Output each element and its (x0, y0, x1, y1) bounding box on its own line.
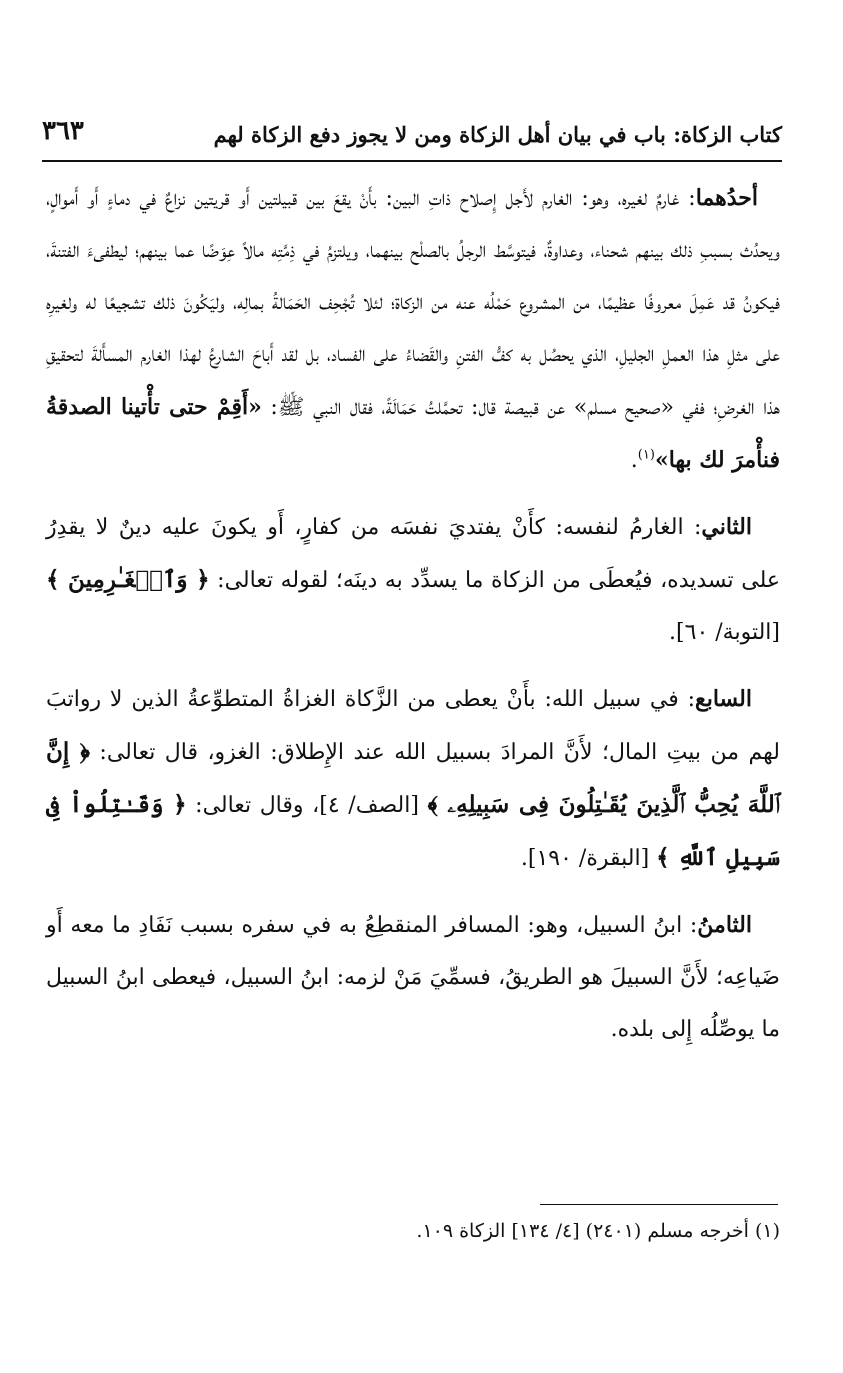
main-text (46, 172, 780, 1070)
hadith-quote: «أَقِمْ حتى تأْتينا الصدقةُ فنأْمرَ لك بها» (46, 394, 780, 473)
paragraph-seventh-category (46, 673, 780, 885)
verse-citation-second: [البقرة/ ١٩٠]. (520, 846, 657, 871)
paragraph-second-debtor (46, 501, 780, 659)
paragraph-tail: . (630, 448, 638, 473)
paragraph-lead: الثاني (701, 514, 752, 540)
paragraph-lead: أحدُهما (695, 185, 758, 211)
quran-verse: ﴿ إِنَّ ٱللَّهَ يُحِبُّ ٱلَّذِينَ يُقَـٰتِلُونَ فِى سَبِيلِهِۦ ﴾ (46, 738, 780, 818)
paragraph-text: : الغارمُ لنفسه: كأَنْ يفتديَ نفسَه من كفارٍ، أَو يكونَ عليه دينٌ لا يقدِرُ على تسديده، فيُعطَى من الزكاة ما يسدِّد به دينَه؛ لقوله تعالى: (46, 515, 780, 593)
paragraph-lead: الثامنُ (697, 912, 752, 938)
quran-verse-second: ﴿ وَقَـٰتِلُواْ فِى سَبِيلِ ٱللَّهِ ﴾ (46, 791, 780, 871)
page-number: ٣٦٣ (42, 116, 84, 146)
running-title: كتاب الزكاة: باب في بيان أهل الزكاة ومن لا يجوز دفع الزكاة لهم (213, 122, 782, 147)
footnote: (١) أخرجه مسلم (٢٤٠١) [٤/ ١٣٤] الزكاة ١٠٩. (416, 1220, 780, 1242)
verse-citation: [الصف/ ٤]، وقال تعالى: (186, 793, 428, 818)
paragraph-eighth-category (46, 899, 780, 1056)
footnote-divider (540, 1204, 778, 1205)
quran-verse: ﴿ وَٱلۡغَـٰرِمِينَ ﴾ (46, 566, 210, 593)
paragraph-lead: السابع (695, 686, 752, 712)
page-header (42, 112, 782, 162)
paragraph-text: : ابنُ السبيل، وهو: المسافر المنقطِعُ به في سفره بسبب نَفَادِ ما معه أَو ضَياعِه؛ لأَنَّ السبيلَ هو الطريقُ، فسمِّيَ مَنْ لزمه: ابنُ السبيل، فيعطى ابنُ السبيل ما يوصِّلُه إِلى بلده. (46, 913, 780, 1042)
paragraph-text: : غارمٌ لغيره، وهو: الغارم لأَجل إِصلاح ذاتِ البين: بأَنْ يقعَ بين قبيلتين أَو قريتين نزاعٌ في دماءٍ أَو أَموالٍ، ويحدُث بسببِ ذلك بينهم شحناء، وعداوةٌ، فيتوسَّط الرجلُ بالصلْح بينهما، ويلتزمُ في ذِمَّتِه مالاً عِوَضًا عما بينهم؛ ليطفىءَ الفتنةَ، فيكونُ قد عَمِلَ معروفًا عظيمًا، من المشروع حَمْلُه عنه من الزكاة؛ لئلا تُجْحِف الحَمَالةُ بمالِه، وليَكُونَ ذلك تشجيعًا له ولغيرِه على مثلِ هذا العملِ الجليلِ، الذي يحصُل به كفُّ الفتنِ والقَضاءُ على الفساد، بل لقد أَباحَ الشارعُ لهذا الغارم المسأَلةَ لتحقيقِ هذا الغرضِ؛ ففي «صحيح مسلم» عن قبيصة قال: تحمَّلتُ حَمَالَةً، فقال النبي ﷺ: (46, 186, 781, 420)
verse-citation: [التوبة/ ٦٠]. (669, 620, 780, 645)
header-divider (42, 160, 782, 162)
paragraph-first-debtor (46, 172, 780, 487)
paragraph-text: : في سبيل الله: بأَنْ يعطى من الزَّكاة الغزاةُ المتطوِّعةُ الذين لا رواتبَ لهم من بيتِ المال؛ لأَنَّ المرادَ بسبيل الله عند الإِطلاق: الغزو، قال تعالى: (46, 687, 780, 765)
footnote-reference[interactable]: (١) (637, 447, 655, 463)
